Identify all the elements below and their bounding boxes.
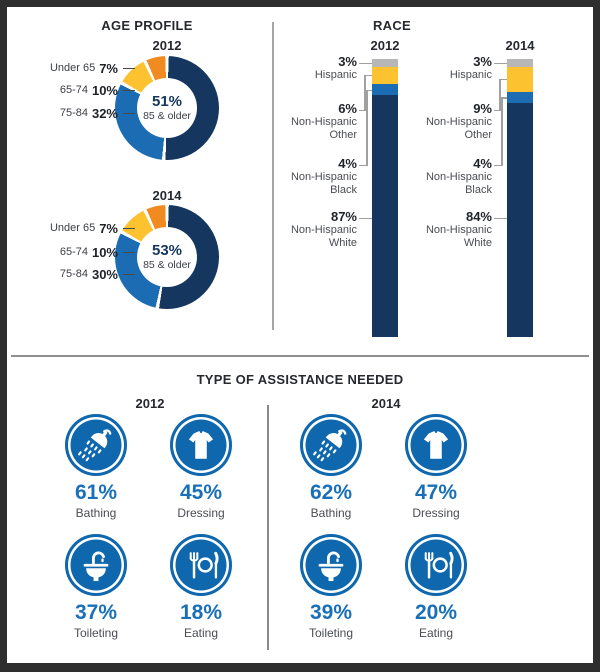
age-callout-75-84: 75-84 30% <box>7 267 135 281</box>
assist-year-2014: 2014 <box>371 396 401 411</box>
leader-line <box>359 63 372 65</box>
race-callout-hispanic: 3% Hispanic <box>449 54 492 81</box>
assist-year-2012: 2012 <box>135 396 165 411</box>
leader-dash <box>123 252 135 253</box>
tshirt-icon <box>405 414 467 476</box>
assist-card-eating-2014 <box>384 534 488 640</box>
age-callout-75-84: 75-84 32% <box>7 106 135 120</box>
race-callout-hispanic: 3% Hispanic <box>314 54 357 81</box>
leader-line <box>499 79 507 81</box>
assist-value: 39% <box>309 601 353 624</box>
bar-segment-hispanic <box>507 59 533 67</box>
race-year-2012: 2012 <box>370 38 400 53</box>
age-profile-title: AGE PROFILE <box>101 18 193 33</box>
assist-value: 37% <box>74 601 118 624</box>
horizontal-divider <box>11 355 589 357</box>
bar-segment-non-hispanic-black <box>372 84 398 95</box>
age-callout-under65: Under 65 7% <box>7 61 135 75</box>
assist-label: Dressing <box>177 506 225 520</box>
age-callout-65-74: 65-74 10% <box>7 245 135 259</box>
race-callout-nh-white: 84% Non-Hispanic White <box>425 209 492 249</box>
leader-line <box>366 90 372 92</box>
bar-segment-non-hispanic-other <box>507 67 533 92</box>
sink-icon <box>300 534 362 596</box>
race-title: RACE <box>372 18 412 33</box>
age-callout-under65: Under 65 7% <box>7 221 135 235</box>
assist-label: Toileting <box>73 626 119 640</box>
leader-line <box>364 75 372 77</box>
assist-label: Bathing <box>75 506 117 520</box>
assist-value: 62% <box>309 481 353 504</box>
race-bar-2014 <box>507 59 533 337</box>
assist-value: 45% <box>179 481 223 504</box>
utensils-icon <box>405 534 467 596</box>
assist-label: Eating <box>418 626 454 640</box>
tshirt-icon <box>170 414 232 476</box>
assist-label: Eating <box>183 626 219 640</box>
bar-segment-non-hispanic-other <box>372 67 398 84</box>
bar-segment-non-hispanic-white <box>372 95 398 337</box>
leader-line <box>501 97 503 166</box>
assist-card-bathing-2012 <box>44 414 148 520</box>
utensils-icon <box>170 534 232 596</box>
donut-center-value: 53% <box>151 242 183 259</box>
leader-line <box>501 97 507 99</box>
race-bar-2012 <box>372 59 398 337</box>
assist-card-dressing-2012 <box>149 414 253 520</box>
leader-dash <box>123 113 135 114</box>
assistance-title: TYPE OF ASSISTANCE NEEDED <box>196 372 404 387</box>
leader-dash <box>123 274 135 275</box>
age-year-2012: 2012 <box>152 38 182 53</box>
shower-icon <box>300 414 362 476</box>
sink-icon <box>65 534 127 596</box>
race-year-2014: 2014 <box>505 38 535 53</box>
leader-line <box>359 218 372 220</box>
bar-segment-hispanic <box>372 59 398 67</box>
donut-center-label: 85 & older <box>143 259 191 271</box>
assist-card-dressing-2014 <box>384 414 488 520</box>
bar-segment-non-hispanic-white <box>507 103 533 337</box>
shower-icon <box>65 414 127 476</box>
assist-value: 20% <box>414 601 458 624</box>
leader-line <box>494 63 507 65</box>
race-callout-nh-white: 87% Non-Hispanic White <box>290 209 357 249</box>
assist-card-bathing-2014 <box>279 414 383 520</box>
bottom-vertical-divider <box>267 405 269 650</box>
leader-line <box>494 218 507 220</box>
race-callout-nh-other: 6% Non-Hispanic Other <box>290 101 357 141</box>
assist-card-eating-2012 <box>149 534 253 640</box>
leader-dash <box>123 228 135 229</box>
age-callout-65-74: 65-74 10% <box>7 83 135 97</box>
assist-value: 47% <box>414 481 458 504</box>
donut-center-label: 85 & older <box>143 110 191 122</box>
donut-hole <box>137 78 197 138</box>
race-callout-nh-black: 4% Non-Hispanic Black <box>425 156 492 196</box>
leader-line <box>366 90 368 166</box>
assist-label: Toileting <box>308 626 354 640</box>
race-callout-nh-other: 9% Non-Hispanic Other <box>425 101 492 141</box>
leader-dash <box>123 68 135 69</box>
assist-value: 18% <box>179 601 223 624</box>
assist-card-toileting-2012 <box>44 534 148 640</box>
race-callout-nh-black: 4% Non-Hispanic Black <box>290 156 357 196</box>
assist-value: 61% <box>74 481 118 504</box>
bar-segment-non-hispanic-black <box>507 92 533 103</box>
donut-center-value: 51% <box>151 93 183 110</box>
donut-hole <box>137 227 197 287</box>
age-year-2014: 2014 <box>152 188 182 203</box>
leader-dash <box>123 90 135 91</box>
assist-label: Dressing <box>412 506 460 520</box>
assist-label: Bathing <box>310 506 352 520</box>
assist-card-toileting-2014 <box>279 534 383 640</box>
